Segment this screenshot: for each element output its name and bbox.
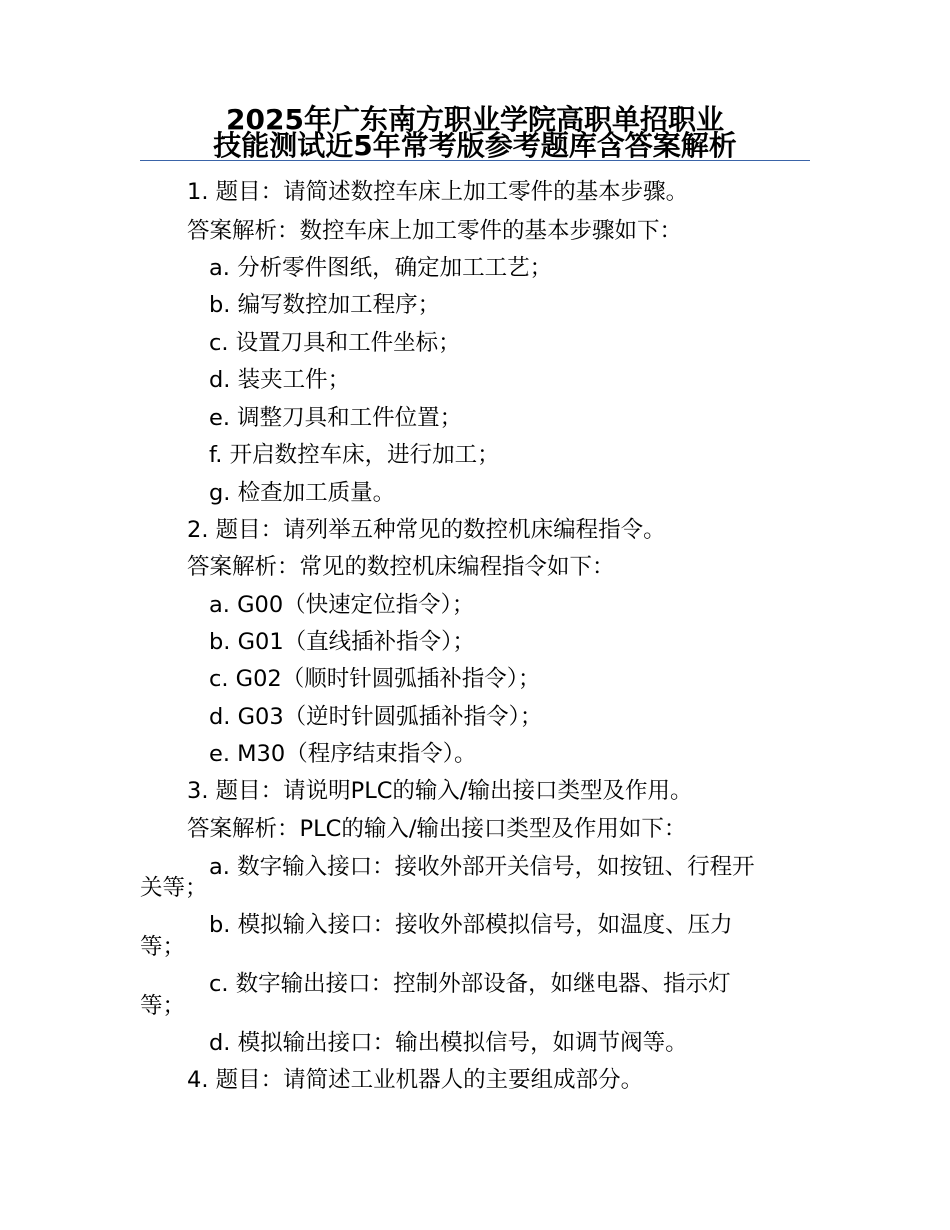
answer-1-item-b: b. 编写数控加工程序； (209, 292, 441, 318)
title-line-1: 2025年广东南方职业学院高职单招职业 (226, 103, 724, 136)
answer-1-item-d: d. 装夹工件； (209, 367, 351, 393)
title-underline (140, 160, 810, 161)
answer-3-item-c: c. 数字输出接口：控制外部设备，如继电器、指示灯 (209, 971, 731, 997)
question-4: 4. 题目：请简述工业机器人的主要组成部分。 (187, 1067, 644, 1093)
answer-2-heading: 答案解析：常见的数控机床编程指令如下： (187, 554, 615, 580)
answer-3-heading: 答案解析：PLC的输入/输出接口类型及作用如下： (187, 816, 687, 842)
answer-3-item-b-wrap: 等； (140, 934, 186, 960)
answer-2-item-d: d. G03（逆时针圆弧插补指令）； (209, 704, 543, 730)
answer-2-item-c: c. G02（顺时针圆弧插补指令）； (209, 666, 541, 692)
answer-3-item-b: b. 模拟输入接口：接收外部模拟信号，如温度、压力 (209, 912, 733, 938)
answer-1-item-a: a. 分析零件图纸，确定加工工艺； (209, 255, 553, 281)
answer-2-item-e: e. M30（程序结束指令）。 (209, 741, 477, 767)
document-title (140, 102, 810, 164)
title-line-2: 技能测试近5年常考版参考题库含答案解析 (213, 129, 737, 162)
question-2: 2. 题目：请列举五种常见的数控机床编程指令。 (187, 517, 666, 543)
answer-1-item-f: f. 开启数控车床，进行加工； (209, 442, 500, 468)
answer-1-heading: 答案解析：数控车床上加工零件的基本步骤如下： (187, 218, 683, 244)
answer-1-item-e: e. 调整刀具和工件位置； (209, 405, 463, 431)
answer-3-item-d: d. 模拟输出接口：输出模拟信号，如调节阀等。 (209, 1030, 688, 1056)
question-1: 1. 题目：请简述数控车床上加工零件的基本步骤。 (187, 179, 689, 205)
answer-3-item-c-wrap: 等； (140, 993, 186, 1019)
question-3: 3. 题目：请说明PLC的输入/输出接口类型及作用。 (187, 778, 693, 804)
answer-2-item-a: a. G00（快速定位指令）； (209, 592, 475, 618)
answer-2-item-b: b. G01（直线插补指令）； (209, 629, 475, 655)
answer-1-item-g: g. 检查加工质量。 (209, 480, 396, 506)
answer-1-item-c: c. 设置刀具和工件坐标； (209, 330, 461, 356)
answer-3-item-a-wrap: 关等； (140, 875, 208, 901)
answer-3-item-a: a. 数字输入接口：接收外部开关信号，如按钮、行程开 (209, 854, 755, 880)
